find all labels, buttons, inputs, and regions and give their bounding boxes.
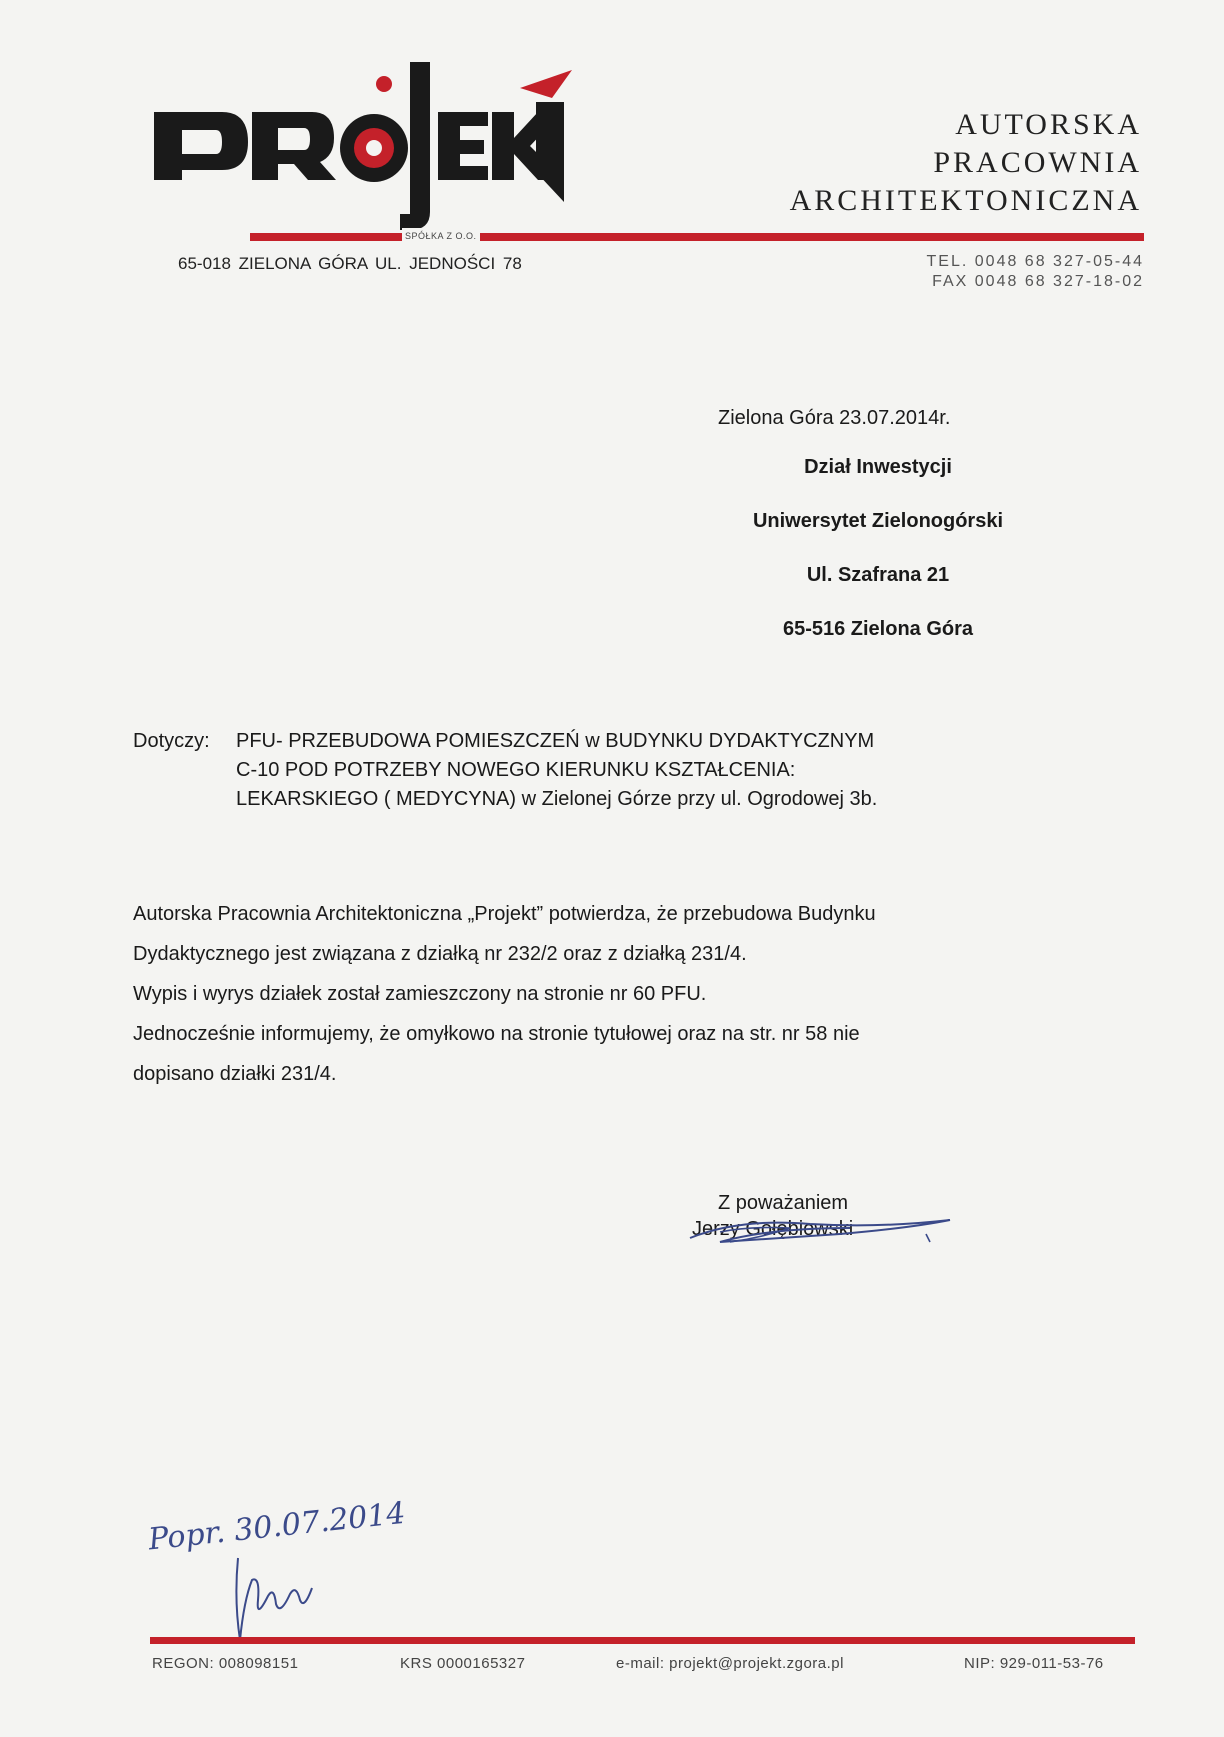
company-form: SPÓŁKA Z O.O. [402, 228, 480, 244]
recipient-line: Dział Inwestycji [804, 456, 952, 478]
signatory-name: Jerzy Gołębiowski [692, 1218, 854, 1240]
handwritten-signature [680, 1198, 960, 1268]
recipient-line: Uniwersytet Zielonogórski [752, 510, 1004, 532]
subject-line: C-10 POD POTRZEBY NOWEGO KIERUNKU KSZTAŁCENIA: [236, 759, 796, 781]
letterhead-rule [250, 233, 1144, 241]
closing-salutation: Z poważaniem [718, 1192, 849, 1214]
recipient-line: Ul. Szafrana 21 [806, 564, 950, 586]
company-address: 65-018 ZIELONA GÓRA UL. JEDNOŚCI 78 [178, 254, 522, 273]
recipient-line: 65-516 Zielona Góra [782, 618, 974, 640]
firm-name-line: ARCHITEKTONICZNA [789, 184, 1142, 217]
body-line: Dydaktycznego jest związana z działką nr 232/2 oraz z działką 231/4. [133, 943, 747, 965]
footer-regon: REGON: 008098151 [152, 1655, 299, 1672]
subject-label: Dotyczy: [133, 730, 210, 752]
subject-line: LEKARSKIEGO ( MEDYCYNA) w Zielonej Górze przy ul. Ogrodowej 3b. [236, 788, 878, 810]
recipient-block [718, 455, 1038, 671]
subject-line: PFU- PRZEBUDOWA POMIESZCZEŃ w BUDYNKU DYDAKTYCZNYM [236, 730, 875, 752]
svg-text:Popr. 30.07.2014: Popr. 30.07.2014 [146, 1495, 408, 1558]
body-line: Autorska Pracownia Architektoniczna „Projekt” potwierdza, że przebudowa Budynku [133, 903, 876, 925]
body-line: Wypis i wyrys działek został zamieszczony na stronie nr 60 PFU. [133, 983, 707, 1005]
body-line: dopisano działki 231/4. [133, 1063, 337, 1085]
footer-nip: NIP: 929-011-53-76 [964, 1655, 1104, 1672]
firm-name-line: AUTORSKA [955, 108, 1142, 141]
fax-number: FAX 0048 68 327-18-02 [932, 273, 1144, 290]
footer-email: e-mail: projekt@projekt.zgora.pl [616, 1655, 844, 1672]
projekt-logo [152, 62, 572, 232]
footer-krs: KRS 0000165327 [400, 1655, 526, 1672]
body-line: Jednocześnie informujemy, że omyłkowo na stronie tytułowej oraz na str. nr 58 nie [133, 1023, 860, 1045]
handwritten-correction-note [140, 1495, 408, 1650]
firm-name [790, 106, 1142, 220]
firm-name-line: PRACOWNIA [933, 146, 1142, 179]
phone-number: TEL. 0048 68 327-05-44 [926, 253, 1144, 270]
footer-rule [150, 1637, 1135, 1644]
letter-date: Zielona Góra 23.07.2014r. [718, 407, 951, 429]
letter-body [133, 894, 876, 1094]
company-contact [927, 252, 1144, 292]
